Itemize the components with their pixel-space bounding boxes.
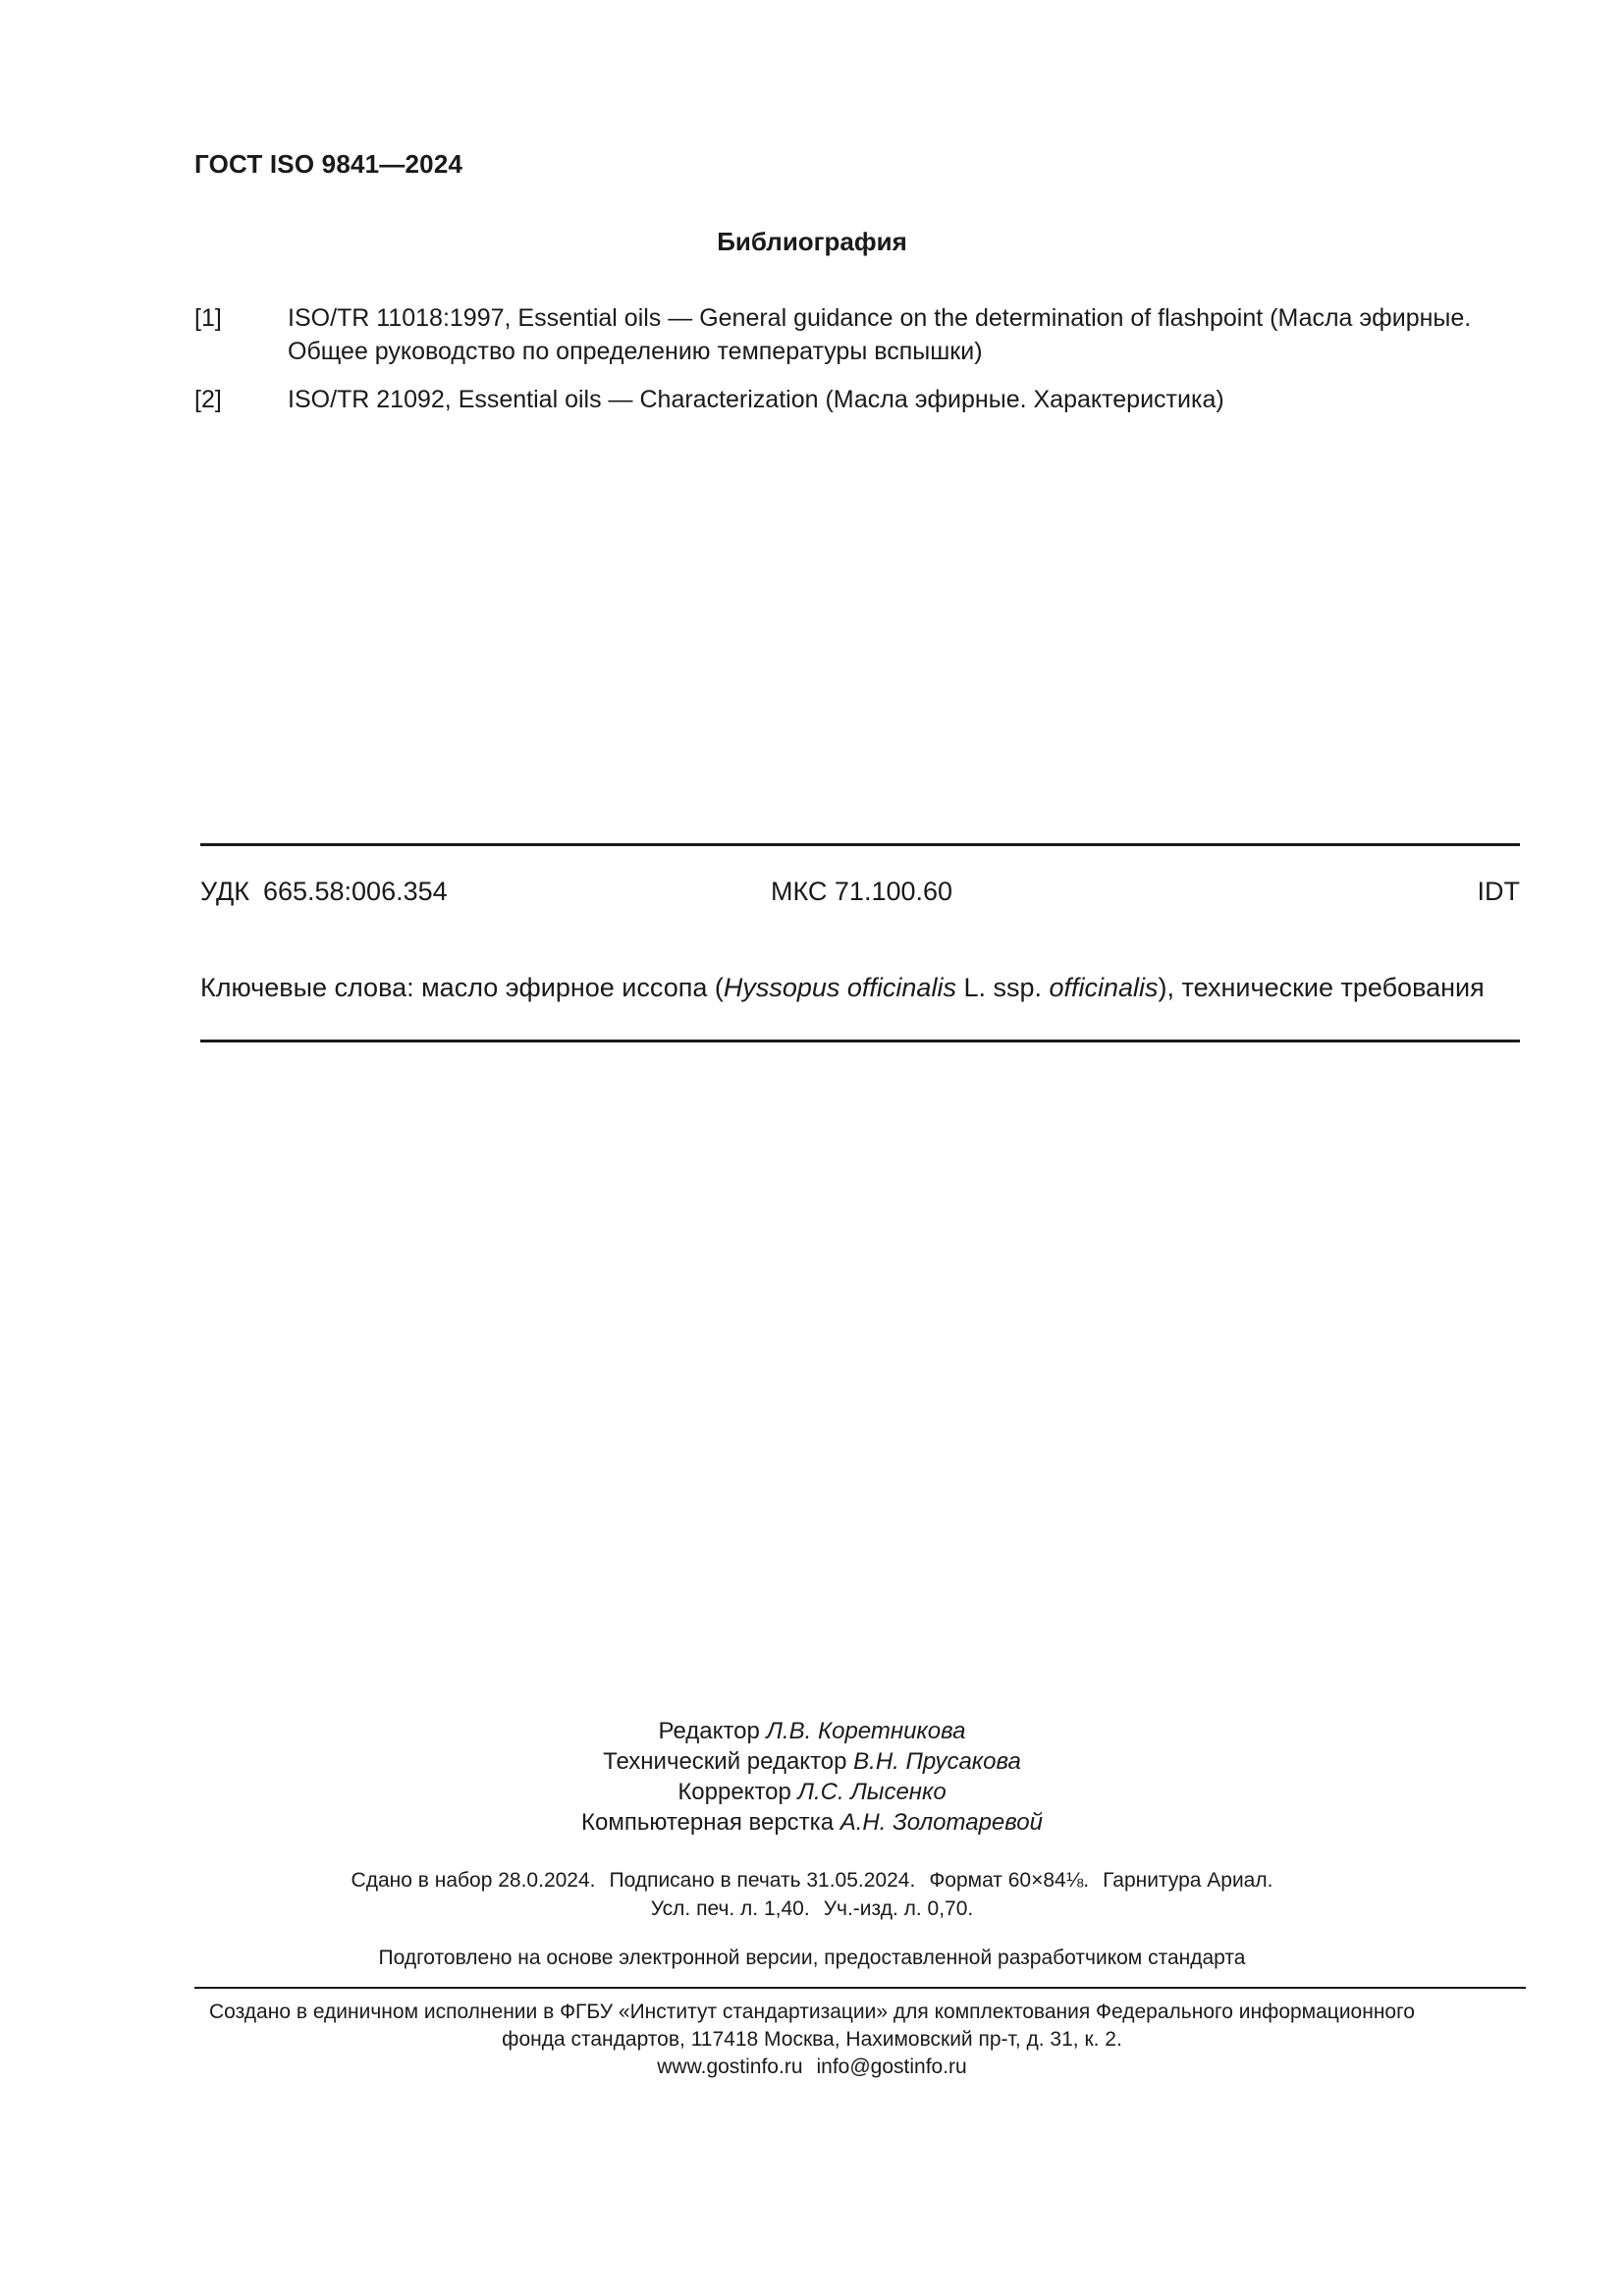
staff-role: Редактор <box>658 1718 767 1744</box>
udk-value: 665.58:006.354 <box>262 877 448 906</box>
keywords-species: Hyssopus officinalis <box>723 973 956 1002</box>
keywords-suffix: ), технические требования <box>1158 973 1485 1002</box>
reference-number: [1] <box>194 304 222 332</box>
staff-technical-editor <box>0 1746 1624 1777</box>
publisher-info <box>0 1999 1624 2081</box>
print-info-line <box>0 1866 1624 1895</box>
staff-name: Л.В. Коретникова <box>766 1718 966 1744</box>
reference-number: [2] <box>194 386 222 413</box>
paper-format: Формат 60×84⅛. <box>929 1869 1090 1892</box>
bibliography-entry <box>194 301 1510 370</box>
email-link[interactable]: info@gostinfo.ru <box>816 2056 967 2078</box>
signed-date: Подписано в печать 31.05.2024. <box>609 1869 916 1892</box>
publisher-line: Создано в единичном исполнении в ФГБУ «Институт стандартизации» для комплектования Федерального информационного <box>209 2001 1415 2023</box>
staff-editor <box>0 1716 1624 1746</box>
keywords-subspecies: officinalis <box>1049 973 1159 1002</box>
print-sheets: Усл. печ. л. 1,40. <box>650 1897 810 1920</box>
divider-line <box>200 1040 1520 1042</box>
staff-credits <box>0 1716 1624 1838</box>
idt-label: IDT <box>1477 877 1520 906</box>
publisher-line: фонда стандартов, 117418 Москва, Нахимовский пр-т, д. 31, к. 2. <box>502 2028 1122 2051</box>
staff-name: Л.С. Лысенко <box>797 1779 947 1805</box>
reference-line: ISO/TR 21092, Essential oils — Characterization (Масла эфирные. Характеристика) <box>288 386 1224 413</box>
classification-row <box>200 877 1520 916</box>
print-information <box>0 1866 1624 1923</box>
typeface: Гарнитура Ариал. <box>1103 1869 1273 1892</box>
udk-code <box>200 877 448 907</box>
publisher-contacts <box>0 2054 1624 2081</box>
reference-line: ISO/TR 11018:1997, Essential oils — General guidance on the determination of flashpoint (Масла эфирные. <box>288 304 1472 332</box>
staff-name: В.Н. Прусакова <box>853 1748 1021 1775</box>
divider-line <box>194 1987 1526 1989</box>
mks-code: МКС 71.100.60 <box>771 877 953 906</box>
submitted-date: Сдано в набор 28.0.2024. <box>351 1869 596 1892</box>
divider-line <box>200 843 1520 846</box>
publication-sheets: Уч.-изд. л. 0,70. <box>823 1897 974 1920</box>
bibliography-title: Библиография <box>717 227 907 256</box>
print-info-line <box>0 1895 1624 1923</box>
keywords-middle: L. ssp. <box>955 973 1050 1002</box>
reference-text <box>288 301 1515 368</box>
staff-proofreader <box>0 1777 1624 1807</box>
bibliography-entry <box>194 383 1510 418</box>
website-link[interactable]: www.gostinfo.ru <box>657 2056 803 2078</box>
staff-name: А.Н. Золотаревой <box>839 1809 1043 1836</box>
document-code: ГОСТ ISO 9841—2024 <box>194 149 463 179</box>
reference-text <box>288 383 1515 416</box>
staff-role: Корректор <box>677 1779 798 1805</box>
keywords-prefix: Ключевые слова: масло эфирное иссопа ( <box>200 973 724 1002</box>
staff-role: Компьютерная верстка <box>581 1809 840 1836</box>
prepared-note: Подготовлено на основе электронной версии, предоставленной разработчиком стандарта <box>378 1947 1246 1969</box>
staff-layout <box>0 1807 1624 1838</box>
reference-line: Общее руководство по определению температуры вспышки) <box>288 338 983 365</box>
keywords-line <box>200 973 1520 1003</box>
udk-label: УДК <box>200 877 249 906</box>
staff-role: Технический редактор <box>603 1748 854 1775</box>
